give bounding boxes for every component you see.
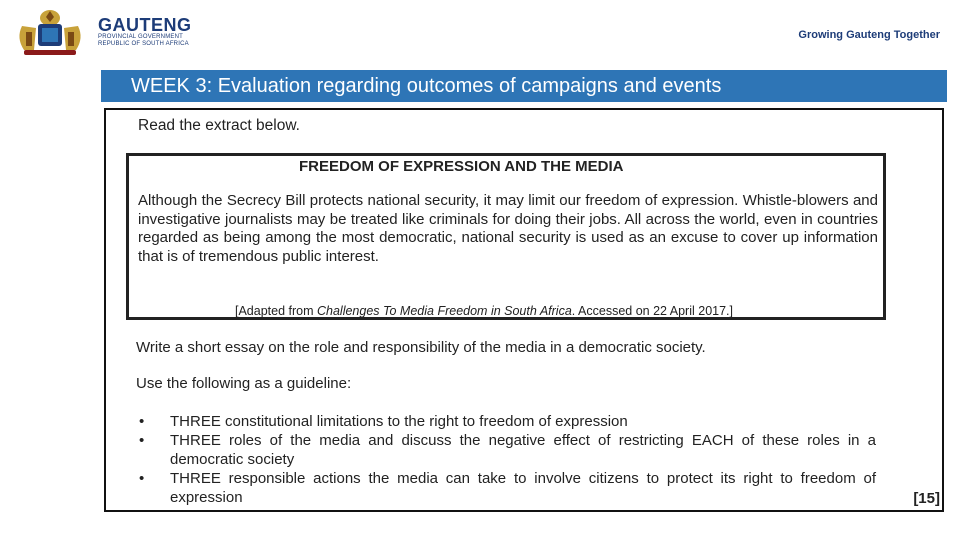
marks-label: [15]	[913, 490, 940, 507]
extract-paragraph: Although the Secrecy Bill protects national security, it may limit our freedom of expression. Whistle-blowers and investigative journalists may be treated like criminals for doing their jobs. All across the world, even in countries regarded as being among the most democratic, national security is used as an excuse to cover up information that is of tremendous public interest.	[138, 192, 878, 265]
scanned-extract	[104, 108, 944, 512]
bullet-icon: •	[139, 470, 145, 487]
list-item	[136, 431, 876, 469]
extract-source	[235, 304, 733, 318]
source-prefix: [Adapted from	[235, 304, 317, 318]
guideline-list	[136, 412, 876, 507]
tagline: Growing Gauteng Together	[798, 29, 940, 41]
guideline-intro: Use the following as a guideline:	[136, 375, 352, 392]
page-title: WEEK 3: Evaluation regarding outcomes of campaigns and events	[131, 74, 722, 97]
brand-name: GAUTENG	[98, 15, 192, 35]
bullet-text: THREE responsible actions the media can take to involve citizens to protect its right to freedom of expression	[170, 470, 876, 506]
brand-subtitle-2: REPUBLIC OF SOUTH AFRICA	[98, 41, 189, 47]
essay-instruction: Write a short essay on the role and responsibility of the media in a democratic society.	[136, 339, 706, 356]
gauteng-logo	[10, 8, 192, 56]
source-title: Challenges To Media Freedom in South Africa	[317, 304, 572, 318]
brand-subtitle-1: PROVINCIAL GOVERNMENT	[98, 34, 183, 40]
bullet-text: THREE constitutional limitations to the right to freedom of expression	[170, 413, 628, 430]
bullet-text: THREE roles of the media and discuss the negative effect of restricting EACH of these roles in a democratic society	[170, 432, 876, 468]
extract-heading: FREEDOM OF EXPRESSION AND THE MEDIA	[299, 158, 624, 175]
extract-box	[126, 153, 886, 320]
source-suffix: . Accessed on 22 April 2017.]	[571, 304, 733, 318]
extract-intro: Read the extract below.	[138, 117, 300, 134]
list-item	[136, 412, 876, 431]
bullet-icon: •	[139, 413, 145, 430]
bullet-icon: •	[139, 432, 145, 449]
coat-of-arms-icon	[10, 8, 90, 56]
list-item	[136, 469, 876, 507]
title-bar	[101, 70, 947, 102]
